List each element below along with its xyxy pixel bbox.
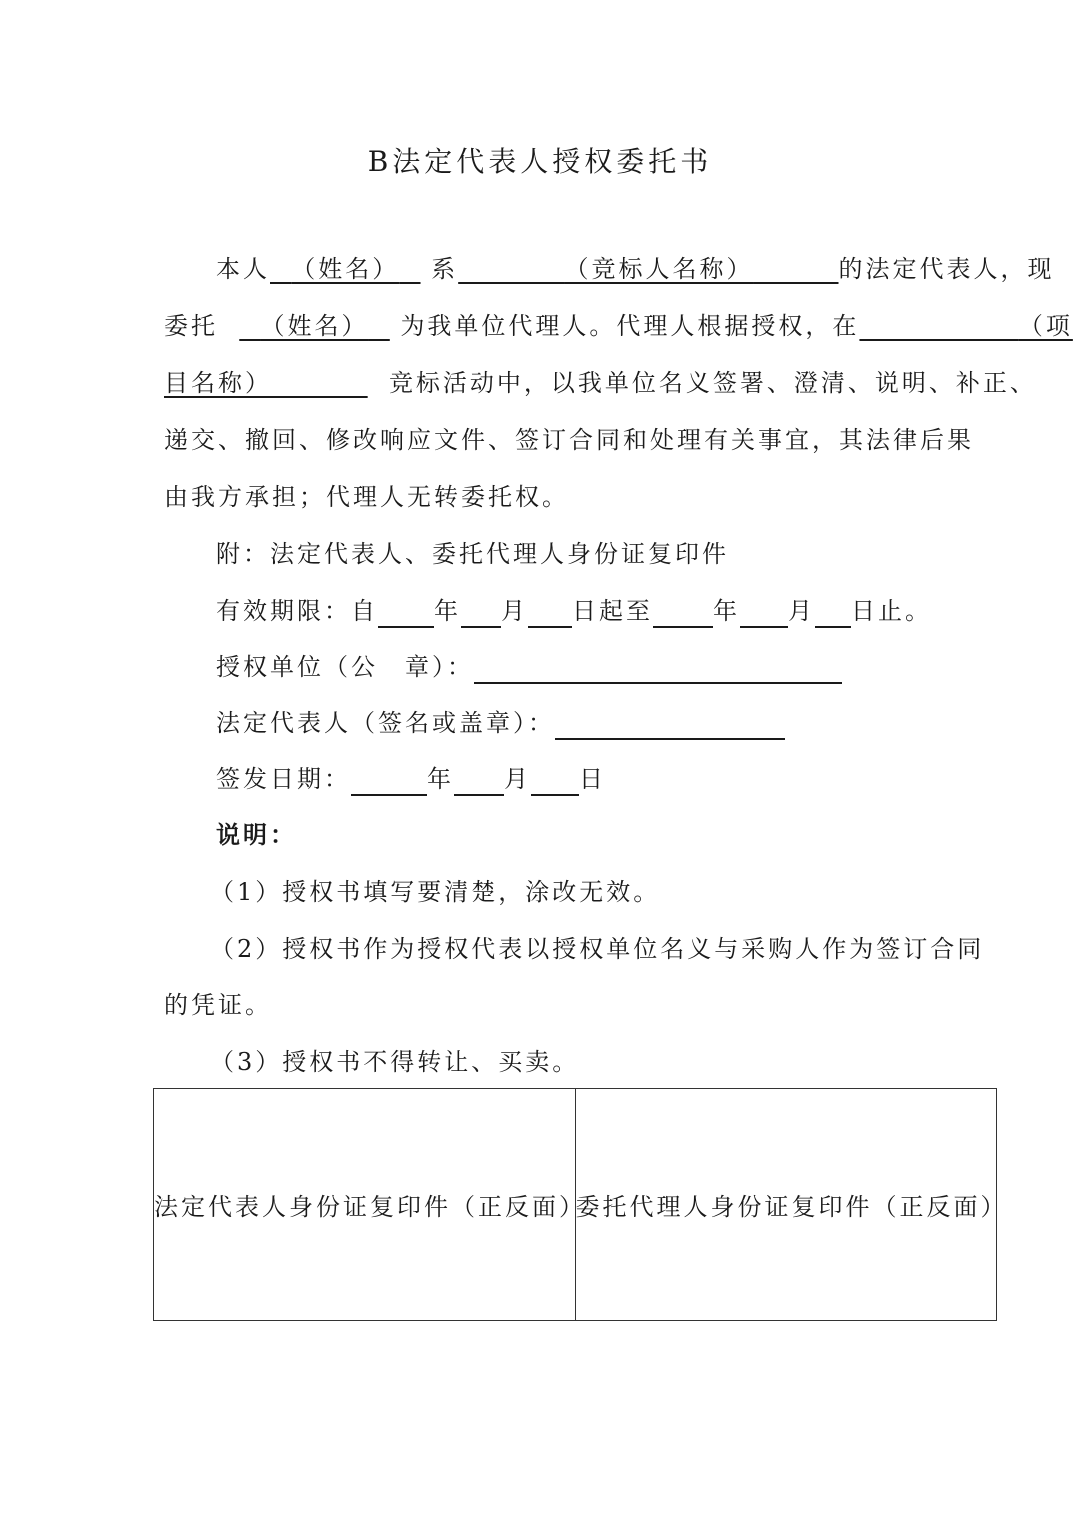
attachment-note: 附：法定代表人、委托代理人身份证复印件 [216, 540, 729, 568]
project-placeholder-start: （项 [1018, 312, 1073, 340]
project-placeholder-end: 目名称） [164, 369, 272, 397]
legal-rep-signature-field[interactable] [555, 712, 785, 740]
validity-start-month-field[interactable] [461, 600, 501, 628]
para1-line5: 由我方承担；代理人无转委托权。 [164, 483, 569, 511]
para1-line2: 委托 （姓名） 为我单位代理人。代理人根据授权，在 （项 [164, 312, 1073, 340]
validity-start-year-field[interactable] [378, 600, 434, 628]
issue-month-field[interactable] [454, 768, 504, 796]
name-placeholder: （姓名） [291, 255, 400, 283]
issue-day-field[interactable] [531, 768, 579, 796]
note-3: （3）授权书不得转让、买卖。 [210, 1048, 580, 1076]
validity-end-month-field[interactable] [740, 600, 788, 628]
validity-end-day-field[interactable] [815, 600, 851, 628]
para1-line1: 本人 （姓名） 系 （竞标人名称） 的法定代表人，现 [216, 255, 1055, 283]
issue-year-field[interactable] [351, 768, 427, 796]
note-2-line2: 的凭证。 [164, 991, 272, 1019]
notes-heading: 说明： [216, 820, 297, 849]
company-placeholder: （竞标人名称） [564, 255, 754, 283]
validity-end-year-field[interactable] [653, 600, 713, 628]
authorizer-row: 授权单位（公 章）： [216, 650, 842, 684]
validity-start-day-field[interactable] [528, 600, 572, 628]
document-title: B法定代表人授权委托书 [367, 145, 713, 178]
note-2-line1: （2）授权书作为授权代表以授权单位名义与采购人作为签订合同 [210, 935, 985, 963]
authorizer-seal-field[interactable] [474, 656, 842, 684]
legal-rep-id-copy-cell: 法定代表人身份证复印件（正反面） [154, 1089, 576, 1321]
agent-name-placeholder: （姓名） [260, 312, 369, 340]
issue-date-row: 签发日期： 年 月 日 [216, 762, 606, 796]
id-copy-table [153, 1088, 1008, 1321]
legal-rep-row: 法定代表人（签名或盖章）： [216, 706, 785, 740]
note-1: （1）授权书填写要清楚，涂改无效。 [210, 878, 661, 906]
agent-id-copy-cell: 委托代理人身份证复印件（正反面） [575, 1089, 997, 1321]
validity-period: 有效期限：自 年 月 日起至 年 月 日止。 [216, 594, 932, 628]
para1-line4: 递交、撤回、修改响应文件、签订合同和处理有关事宜，其法律后果 [164, 426, 974, 454]
para1-line3: 目名称） 竞标活动中，以我单位名义签署、澄清、说明、补正、 [164, 369, 1037, 397]
